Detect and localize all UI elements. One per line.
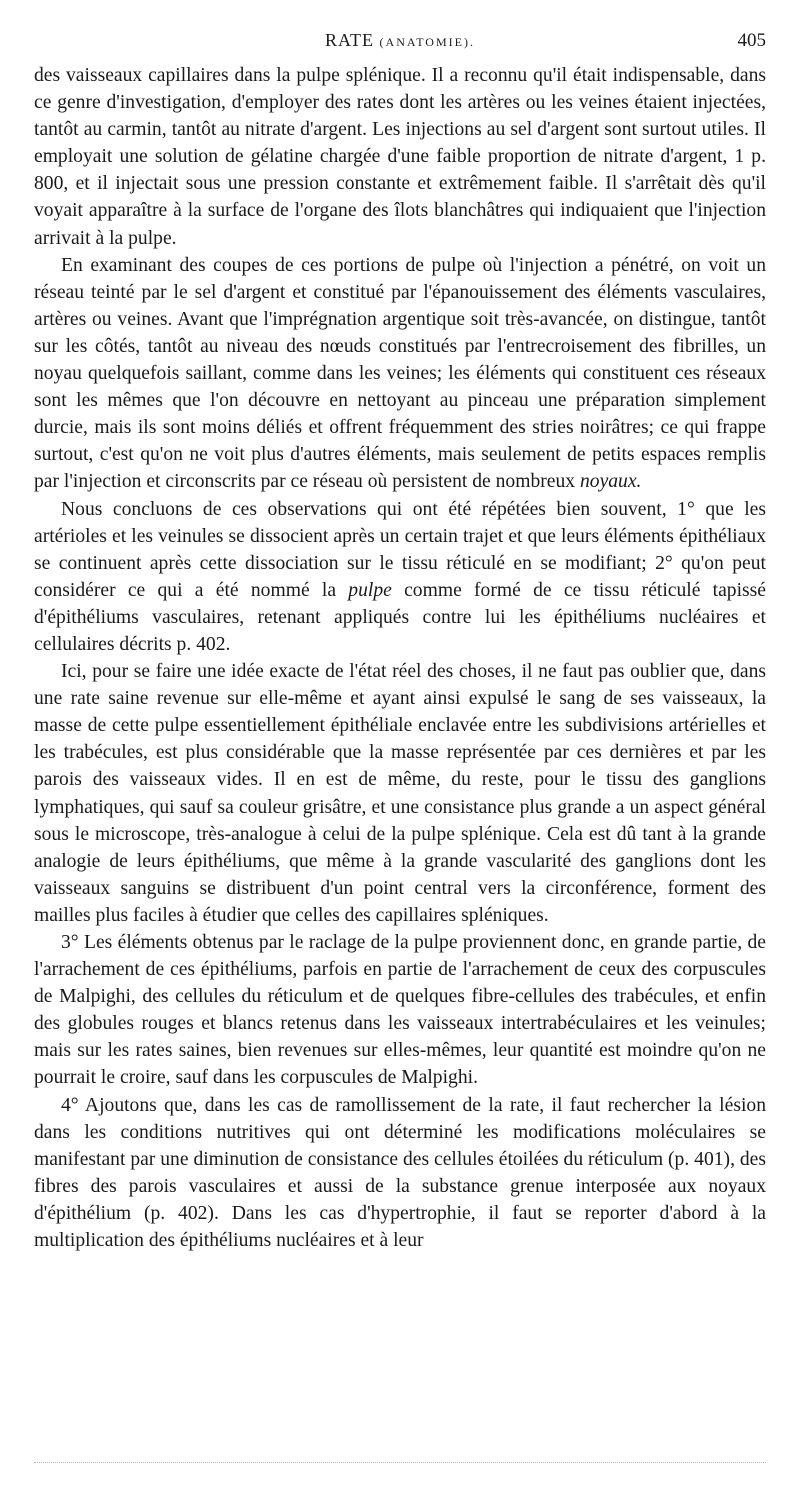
paragraph: [34, 1092, 766, 1255]
text-segment: Ici, pour se faire une idée exacte de l'état réel des choses, il ne faut pas oublier que, dans une rate saine revenue sur elle-même et ayant ainsi expulsé le sang de ses vaisseaux, la masse de cette pulpe essentiellement épithéliale enclavée entre les subdivisions artérielles et les trabécules, est plus considérable que la masse représentée par ces dernières et par les parois des vaisseaux vides. Il en est de même, du reste, pour le tissu des ganglions lymphatiques, qui sauf sa couleur grisâtre, et une consistance plus grande a un aspect général sous le microscope, très-analogue à celui de la pulpe splénique. Cela est dû tant à la grande analogie de leurs épithéliums, que même à la grande vascularité des ganglions dont les vaisseaux sanguins se distribuent d'un point central vers la circonférence, forment des mailles plus faciles à étudier que celles des capillaires spléniques.: [34, 661, 766, 926]
running-title-sub: (ANATOMIE).: [379, 35, 475, 49]
paragraph: [34, 496, 766, 659]
text-segment: des vaisseaux capillaires dans la pulpe splénique. Il a reconnu qu'il était indispensable, dans ce genre d'investigation, d'employer des rates dont les artères ou les veines étaient injectées, tantôt au carmin, tantôt au nitrate d'argent. Les injections au sel d'argent sont surtout utiles. Il employait une solution de gélatine chargée d'une faible proportion de nitrate d'argent, 1 p. 800, et il injectait sous une pression constante et extrêmement faible. Il s'arrêtait dès qu'il voyait apparaître à la surface de l'organe des îlots blanchâtres qui indiquaient que l'injection arrivait à la pulpe.: [34, 65, 766, 249]
paragraph: [34, 929, 766, 1092]
text-segment: En examinant des coupes de ces portions de pulpe où l'injection a pénétré, on voit un réseau teinté par le sel d'argent et constitué par l'épanouissement des éléments vasculaires, artères ou veines. Avant que l'imprégnation argentique soit très-avancée, on distingue, tantôt sur les côtés, tantôt au niveau des nœuds constitués par l'entrecroisement des fibrilles, un noyau quelquefois saillant, comme dans les veines; les éléments qui constituent ces réseaux sont les mêmes que l'on découvre en nettoyant au pinceau une préparation simplement durcie, mais ils sont moins déliés et offrent fréquemment des stries noirâtres; ce qui frappe surtout, c'est qu'on ne voit plus d'autres éléments, mais seulement de petits espaces remplis par l'injection et circonscrits par ce réseau où persistent de nombreux: [34, 254, 766, 493]
paragraph: [34, 658, 766, 929]
footer-rule: [34, 1462, 766, 1463]
running-title: [34, 30, 766, 51]
text-segment: Nous concluons de ces observations qui ont été répétées bien souvent, 1° que les artérioles et les veinules se dissocient après un certain trajet et que leurs éléments épithéliaux se continuent après cette dissociation sur le tissu réticulé en se modifiant; 2° qu'on peut considérer ce qui a été nommé la: [34, 498, 766, 601]
body-text: [34, 62, 766, 1254]
paragraph: [34, 62, 766, 252]
text-segment: 3° Les éléments obtenus par le raclage de la pulpe proviennent donc, en grande partie, de l'arrachement de ces épithéliums, parfois en partie de l'arrachement de ceux des corpuscules de Malpighi, des cellules du réticulum et de quelques fibre-cellules des trabécules, et enfin des globules rouges et blancs retenus dans les vaisseaux intertrabéculaires et les veinules; mais sur les rates saines, bien revenues sur elles-mêmes, leur quantité est moindre qu'on ne pourrait le croire, sauf dans les corpuscules de Malpighi.: [34, 932, 766, 1089]
italic-text: noyaux.: [579, 471, 642, 493]
italic-text: pulpe: [348, 579, 392, 601]
page-header: [34, 30, 766, 60]
running-title-main: RATE: [325, 30, 375, 50]
text-segment: comme formé de ce tissu réticulé tapissé d'épithéliums vasculaires, retenant appliqués contre lui les épithéliums nucléaires et cellulaires décrits p. 402.: [34, 579, 766, 655]
text-segment: 4° Ajoutons que, dans les cas de ramollissement de la rate, il faut rechercher la lésion dans les conditions nutritives qui ont déterminé les modifications moléculaires se manifestant par une diminution de consistance des cellules étoilées du réticulum (p. 401), des fibres des parois vasculaires et aussi de la substance grenue interposée aux noyaux d'épithélium (p. 402). Dans les cas d'hypertrophie, il faut se reporter d'abord à la multiplication des épithéliums nucléaires et à leur: [34, 1094, 766, 1252]
paragraph: [34, 252, 766, 496]
page-number: 405: [737, 30, 766, 51]
